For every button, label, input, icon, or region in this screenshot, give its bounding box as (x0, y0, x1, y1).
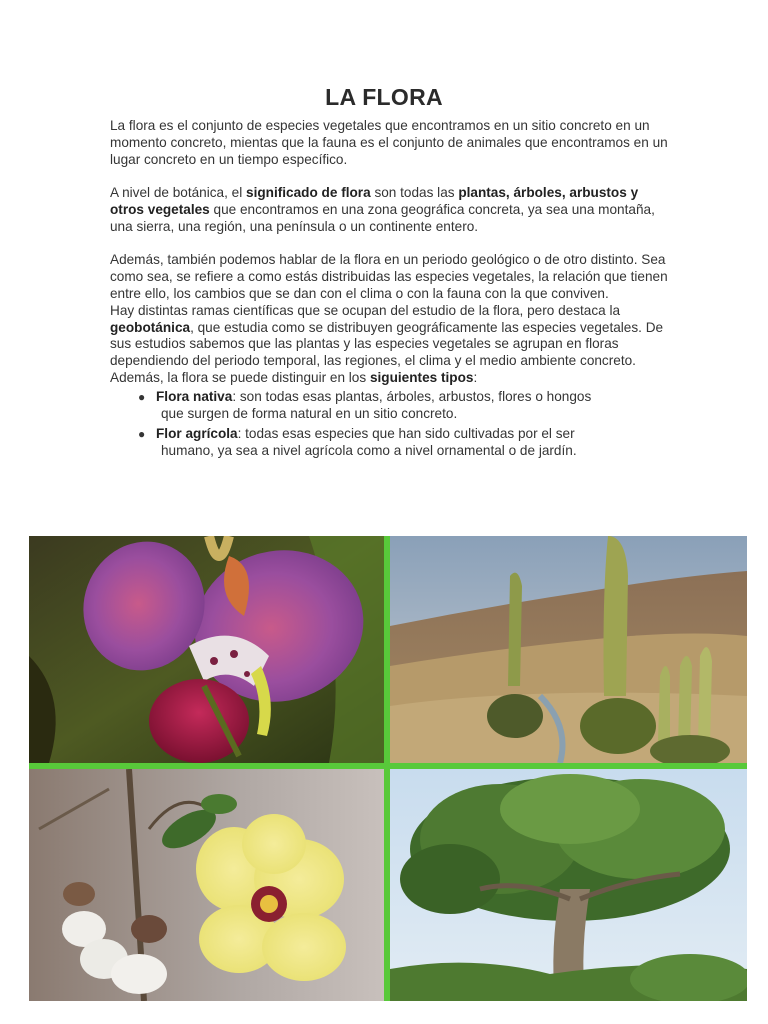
p2-text-e: que encontramos en una zona geográfica concreta, ya sea una montaña, una sierra, una región, una península o un continente entero. (110, 201, 655, 234)
p2-bold-significado: significado de flora (246, 185, 371, 201)
p4-bold-geobotanica: geobotánica (110, 319, 191, 335)
types-list (110, 389, 670, 460)
body-text (110, 118, 670, 464)
p4-bold-tipos: siguientes tipos (369, 369, 474, 385)
p4-text-e: : (473, 369, 478, 385)
list-item-desc: : todas esas especies que han sido cultivadas por el ser (237, 426, 575, 442)
page-title: LA FLORA (325, 84, 443, 110)
paragraph-2 (110, 185, 670, 235)
bullet-icon: ● (138, 427, 146, 442)
list-item (138, 426, 670, 460)
bullet-icon: ● (138, 389, 146, 404)
p4-text-c: , que estudia como se distribuyen geográficamente las especies vegetales. De sus estudios sabemos que las plantas y las especies vegetales se agrupan en floras dependiendo del periodo temporal, las regiones, el clima y el medio ambiente concreto. Además, la flora se puede distinguir en los (110, 319, 664, 385)
p2-text-c: son todas las (370, 185, 459, 201)
list-item (138, 388, 670, 423)
list-item-term: Flor agrícola (156, 426, 238, 442)
list-item-desc-cont: humano, ya sea a nivel agrícola como a nivel ornamental o de jardín. (161, 443, 577, 459)
tree-photo (390, 769, 747, 1001)
list-item-desc-cont: que surgen de forma natural en un sitio concreto. (161, 405, 458, 421)
cotton-flower-photo (29, 769, 384, 1001)
orchid-photo (29, 536, 384, 763)
list-item-desc: : son todas esas plantas, árboles, arbustos, flores o hongos (232, 388, 592, 404)
paragraph-1: La flora es el conjunto de especies vegetales que encontramos en un sitio concreto en un momento concreto, mientas que la fauna es el conjunto de animales que encontramos en un lugar concreto en un tiempo específico. (110, 118, 668, 167)
paragraph-3: Además, también podemos hablar de la flora en un periodo geológico o de otro distinto. Sea como sea, se refiere a como estás distribuidas las especies vegetales, la relación que tienen entre ello, los cambios que se dan con el clima o con la fauna con la que conviven. (110, 252, 668, 301)
p2-bold-plantas: plantas, árboles, arbustos y otros vegetales (110, 185, 639, 217)
p4-text-a: Hay distintas ramas científicas que se ocupan del estudio de la flora, pero destaca la (110, 302, 621, 318)
p2-text-a: A nivel de botánica, el (110, 185, 247, 201)
paragraph-4 (110, 303, 670, 387)
flora-photo-collage (29, 536, 747, 1001)
list-item-term: Flora nativa (156, 388, 233, 404)
puya-landscape-photo (390, 536, 747, 763)
